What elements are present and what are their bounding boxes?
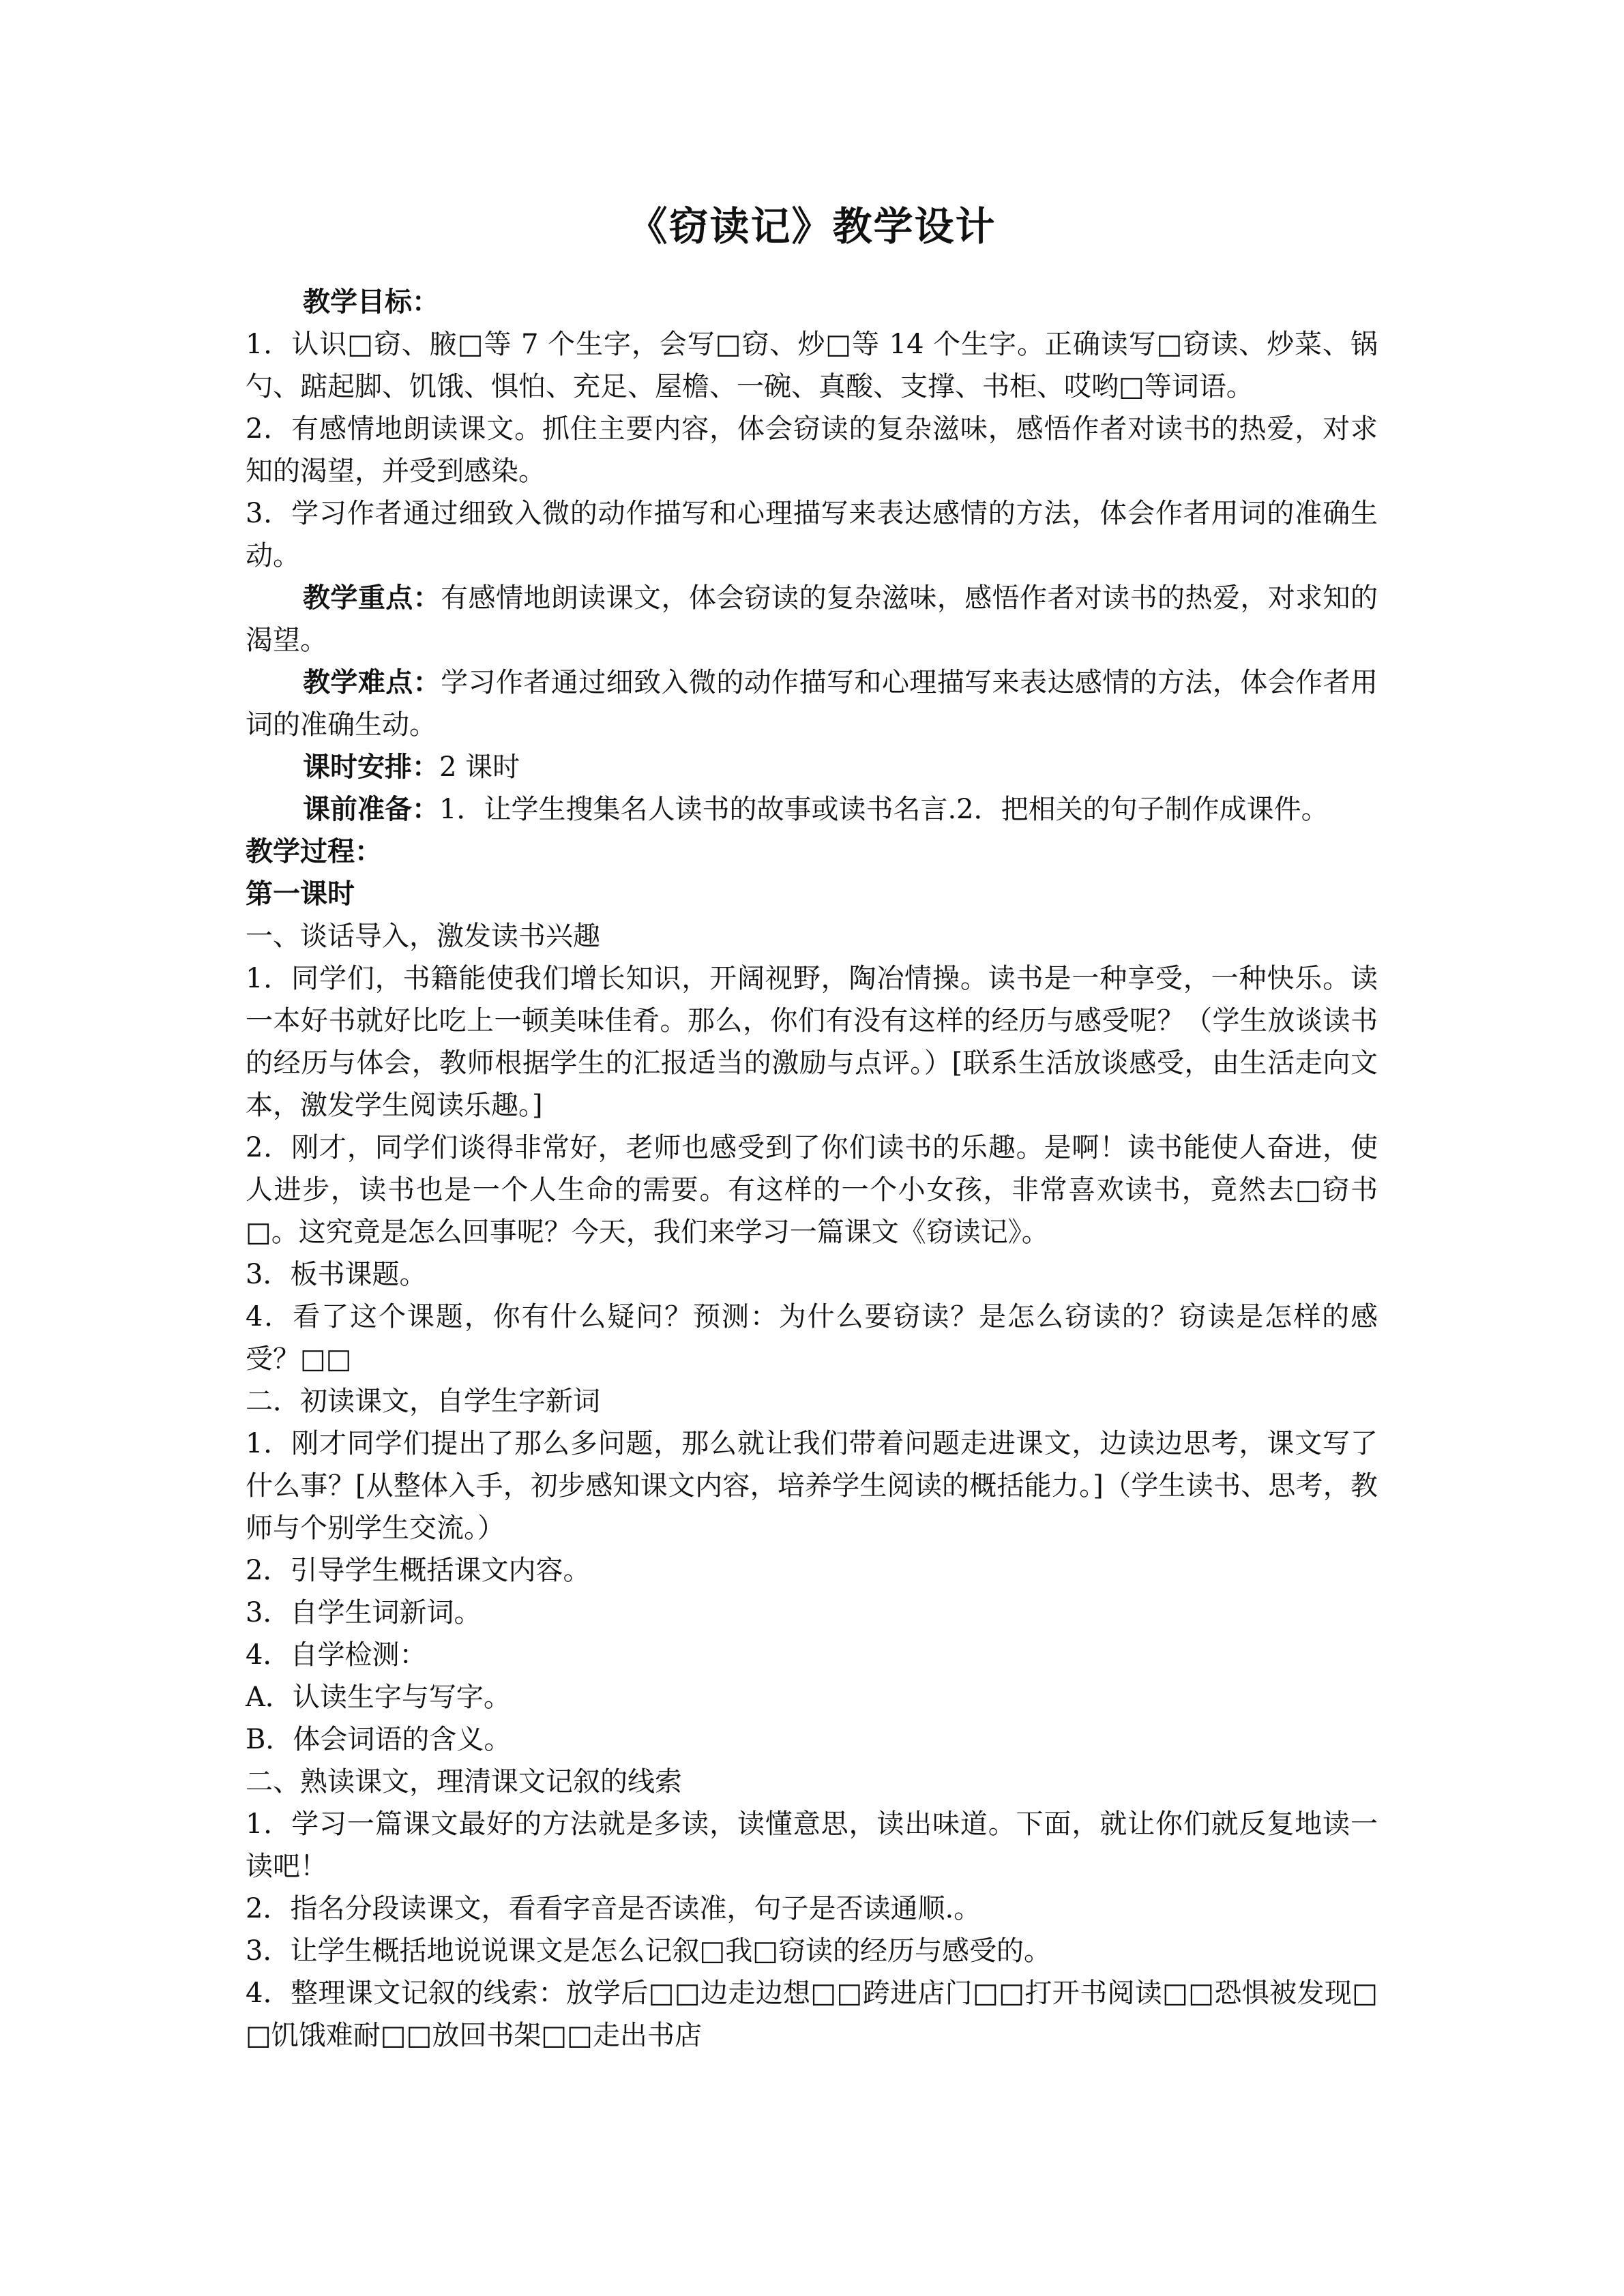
goal-item: 2．有感情地朗读课文。抓住主要内容，体会窃读的复杂滋味，感悟作者对读书的热爱，对求知的渴望，并受到感染。	[246, 413, 1378, 487]
page-title: 《窃读记》教学设计	[628, 203, 996, 250]
process-label: 教学过程：	[246, 835, 382, 867]
section-heading: 一、谈话导入，激发读书兴趣	[246, 921, 600, 952]
key-point-label: 教学重点：	[303, 582, 441, 614]
list-item: 4．整理课文记叙的线索：放学后□□边走边想□□跨进店门□□打开书阅读□□恐惧被发现□□饥饿难耐□□放回书架□□走出书店	[246, 1978, 1378, 2051]
list-item: 2．指名分段读课文，看看字音是否读准，句子是否读通顺.。	[246, 1893, 981, 1924]
schedule-label: 课时安排：	[303, 751, 439, 783]
list-item: 4．自学检测：	[246, 1639, 427, 1671]
difficulty-label: 教学难点：	[303, 666, 441, 698]
difficulty-text: 学习作者通过细致入微的动作描写和心理描写来表达感情的方法，体会作者用词的准确生动。	[246, 667, 1378, 741]
list-item: 3．自学生词新词。	[246, 1597, 482, 1628]
list-item: 2．刚才，同学们谈得非常好，老师也感受到了你们读书的乐趣。是啊！读书能使人奋进，使人进步，读书也是一个人生命的需要。有这样的一个小女孩，非常喜欢读书，竟然去□窃书□。这究竟是怎么回事呢？今天，我们来学习一篇课文《窃读记》。	[246, 1132, 1378, 1248]
section-heading: 二．初读课文，自学生字新词	[246, 1386, 600, 1417]
list-item: 1．刚才同学们提出了那么多问题，那么就让我们带着问题走进课文，边读边思考，课文写了什么事？[从整体入手，初步感知课文内容，培养学生阅读的概括能力。]（学生读书、思考，教师与个别学生交流。）	[246, 1428, 1378, 1544]
difficulty	[246, 661, 1378, 746]
schedule-text: 2 课时	[439, 751, 520, 783]
goal-item: 1．认识□窃、腋□等 7 个生字，会写□窃、炒□等 14 个生字。正确读写□窃读、炒菜、锅勺、踮起脚、饥饿、惧怕、充足、屋檐、一碗、真酸、支撑、书柜、哎哟□等词语。	[246, 329, 1378, 402]
lesson-label: 第一课时	[246, 878, 355, 910]
document-body	[246, 281, 1378, 2057]
goal-item: 3．学习作者通过细致入微的动作描写和心理描写来表达感情的方法，体会作者用词的准确生动。	[246, 498, 1378, 571]
list-item: 3．让学生概括地说说课文是怎么记叙□我□窃读的经历与感受的。	[246, 1935, 1052, 1967]
key-point	[246, 577, 1378, 661]
list-item: B．体会词语的含义。	[246, 1724, 512, 1755]
preparation-text: 1．让学生搜集名人读书的故事或读书名言.2．把相关的句子制作成课件。	[439, 794, 1329, 825]
key-point-text: 有感情地朗读课文，体会窃读的复杂滋味，感悟作者对读书的热爱，对求知的渴望。	[246, 582, 1378, 656]
schedule	[246, 746, 1378, 788]
list-item: 2．引导学生概括课文内容。	[246, 1555, 591, 1586]
list-item: 3．板书课题。	[246, 1259, 427, 1290]
list-item: A．认读生字与写字。	[246, 1682, 511, 1713]
list-item: 4．看了这个课题，你有什么疑问？预测：为什么要窃读？是怎么窃读的？窃读是怎样的感受？□□	[246, 1301, 1378, 1375]
goals-label: 教学目标：	[303, 286, 439, 318]
preparation	[246, 788, 1378, 831]
list-item: 1．同学们，书籍能使我们增长知识，开阔视野，陶冶情操。读书是一种享受，一种快乐。读一本好书就好比吃上一顿美味佳肴。那么，你们有没有这样的经历与感受呢？（学生放谈读书的经历与体会，教师根据学生的汇报适当的激励与点评。）[联系生活放谈感受，由生活走向文本，激发学生阅读乐趣。]	[246, 963, 1378, 1121]
preparation-label: 课前准备：	[303, 793, 439, 825]
section-heading: 二、熟读课文，理清课文记叙的线索	[246, 1766, 682, 1798]
list-item: 1．学习一篇课文最好的方法就是多读，读懂意思，读出味道。下面，就让你们就反复地读一读吧！	[246, 1808, 1378, 1882]
